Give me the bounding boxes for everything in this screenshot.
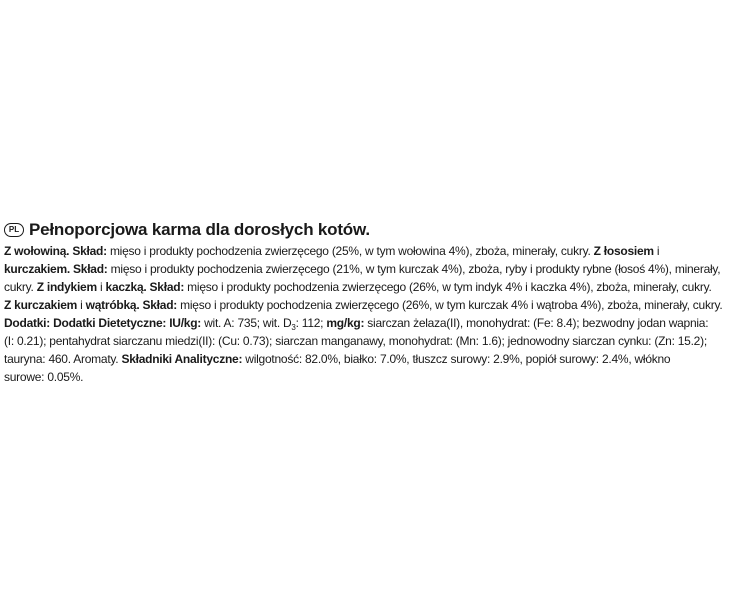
bold-run: kurczakiem. Skład:	[4, 262, 108, 276]
text-run: i	[80, 298, 83, 312]
text-run: i	[100, 280, 103, 294]
composition-line	[4, 314, 736, 332]
text-run: mięso i produkty pochodzenia zwierzęcego (21%, w tym kurczak 4%), zboża, ryby i produkty rybne (łosoś 4%), minerały,	[110, 262, 721, 276]
product-title: Pełnoporcjowa karma dla dorosłych kotów.	[29, 220, 370, 239]
language-badge: PL	[4, 223, 24, 237]
text-run: surowe: 0.05%.	[4, 370, 84, 384]
composition-line	[4, 242, 736, 260]
text-run: tauryna: 460. Aromaty.	[4, 352, 119, 366]
composition-line	[4, 368, 736, 386]
text-run: wit. A: 735; wit. D	[204, 316, 292, 330]
composition-line	[4, 296, 736, 314]
bold-run: Z kurczakiem	[4, 298, 78, 312]
text-run: cukry.	[4, 280, 34, 294]
bold-run: mg/kg:	[326, 316, 365, 330]
bold-run: Z łososiem	[593, 244, 654, 258]
composition-line	[4, 278, 736, 296]
text-run: : 112;	[295, 316, 324, 330]
bold-run: wątróbką. Skład:	[85, 298, 178, 312]
bold-run: Z indykiem	[36, 280, 97, 294]
bold-run: kaczką. Skład:	[105, 280, 185, 294]
composition-line	[4, 332, 736, 350]
title-row	[4, 219, 736, 241]
bold-run: Składniki Analityczne:	[121, 352, 243, 366]
text-run: 3	[291, 323, 296, 332]
text-run: (I: 0.21); pentahydrat siarczanu miedzi(II): (Cu: 0.73); siarczan manganawy, monohydrat: (Mn: 1.6); jednowodny siarczan cynku: (Zn: 15.2);	[4, 334, 707, 348]
pet-food-label	[4, 219, 736, 386]
composition-text	[4, 242, 736, 386]
bold-run: Dodatki: Dodatki Dietetyczne: IU/kg:	[4, 316, 202, 330]
text-run: siarczan żelaza(II), monohydrat: (Fe: 8.4); bezwodny jodan wapnia:	[367, 316, 709, 330]
text-run: mięso i produkty pochodzenia zwierzęcego (26%, w tym kurczak 4% i wątroba 4%), zboża, minerały, cukry.	[180, 298, 723, 312]
text-run: mięso i produkty pochodzenia zwierzęcego (25%, w tym wołowina 4%), zboża, minerały, cukry.	[109, 244, 591, 258]
text-run: wilgotność: 82.0%, białko: 7.0%, tłuszcz surowy: 2.9%, popiół surowy: 2.4%, włókno	[245, 352, 671, 366]
composition-line	[4, 350, 736, 368]
bold-run: Z wołowiną. Skład:	[4, 244, 107, 258]
text-run: i	[656, 244, 660, 258]
composition-line	[4, 260, 736, 278]
text-run: mięso i produkty pochodzenia zwierzęcego (26%, w tym indyk 4% i kaczka 4%), zboża, minerały, cukry.	[187, 280, 712, 294]
